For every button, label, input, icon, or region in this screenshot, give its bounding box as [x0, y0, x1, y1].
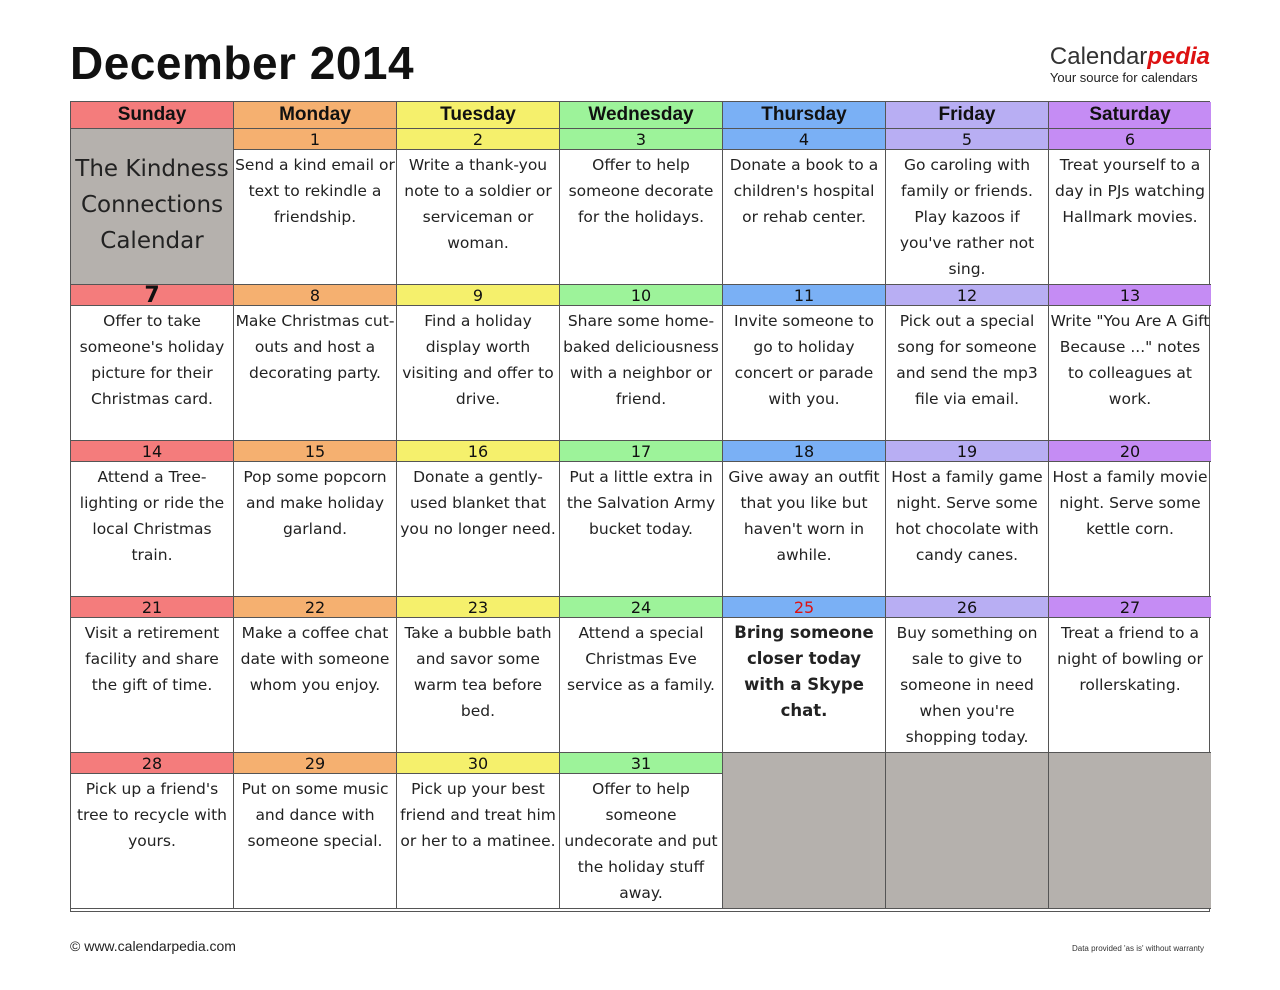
day-number: 21 — [71, 597, 233, 618]
day-cell-21[interactable] — [71, 597, 234, 753]
day-cell-17[interactable] — [560, 441, 723, 597]
day-cell-16[interactable] — [397, 441, 560, 597]
day-number: 19 — [886, 441, 1048, 462]
day-activity: Pop some popcorn and make holiday garland. — [243, 468, 387, 538]
day-number: 30 — [397, 753, 559, 774]
day-activity: Attend a Tree-lighting or ride the local Christmas train. — [79, 468, 225, 564]
day-cell-22[interactable] — [234, 597, 397, 753]
day-number: 1 — [234, 129, 396, 150]
day-cell-1[interactable] — [234, 129, 397, 285]
day-activity: Put a little extra in the Salvation Army bucket today. — [566, 468, 716, 538]
disclaimer-text: Data provided 'as is' without warranty — [1071, 944, 1204, 953]
day-activity: Give away an outfit that you like but haven't worn in awhile. — [728, 468, 880, 564]
brand-tagline: Your source for calendars — [1049, 70, 1198, 85]
kindness-calendar-label — [71, 129, 234, 285]
day-activity: Pick up your best friend and treat him or her to a matinee. — [400, 780, 556, 850]
day-activity: Go caroling with family or friends. Play kazoos if you've rather not sing. — [899, 156, 1035, 278]
day-activity: Share some home-baked deliciousness with a neighbor or friend. — [563, 312, 719, 408]
brand-logo[interactable] — [1050, 44, 1210, 85]
day-activity: Host a family movie night. Serve some kettle corn. — [1052, 468, 1208, 538]
brand-name — [1050, 44, 1210, 70]
day-cell-8[interactable] — [234, 285, 397, 441]
day-cell-31[interactable] — [560, 753, 723, 909]
day-number: 6 — [1049, 129, 1211, 150]
day-activity: Make Christmas cut-outs and host a decorating party. — [235, 312, 395, 382]
day-number: 26 — [886, 597, 1048, 618]
day-number: 29 — [234, 753, 396, 774]
weekday-header-sunday: Sunday — [71, 102, 234, 129]
day-activity: Treat a friend to a night of bowling or rollerskating. — [1057, 624, 1203, 694]
day-cell-14[interactable] — [71, 441, 234, 597]
day-activity: Offer to help someone decorate for the holidays. — [568, 156, 714, 226]
brand-name-part-1: Calendar — [1049, 43, 1148, 70]
day-number: 2 — [397, 129, 559, 150]
day-cell-13[interactable] — [1049, 285, 1211, 441]
day-number: 20 — [1049, 441, 1211, 462]
day-activity: Bring someone closer today with a Skype chat. — [734, 623, 874, 720]
day-activity: Treat yourself to a day in PJs watching Hallmark movies. — [1055, 156, 1205, 226]
copyright-link[interactable]: © www.calendarpedia.com — [70, 938, 236, 954]
day-cell-9[interactable] — [397, 285, 560, 441]
weekday-header-wednesday: Wednesday — [560, 102, 723, 129]
calendar-grid — [70, 101, 1210, 912]
day-activity: Donate a gently-used blanket that you no longer need. — [400, 468, 556, 538]
day-number: 31 — [560, 753, 722, 774]
empty-cell — [723, 753, 886, 909]
day-cell-28[interactable] — [71, 753, 234, 909]
day-activity: Donate a book to a children's hospital or rehab center. — [729, 156, 879, 226]
day-number: 22 — [234, 597, 396, 618]
day-cell-30[interactable] — [397, 753, 560, 909]
day-activity: Put on some music and dance with someone special. — [241, 780, 389, 850]
day-cell-7[interactable] — [71, 285, 234, 441]
day-activity: Attend a special Christmas Eve service as a family. — [567, 624, 715, 694]
day-cell-3[interactable] — [560, 129, 723, 285]
day-cell-15[interactable] — [234, 441, 397, 597]
day-number: 3 — [560, 129, 722, 150]
day-cell-5[interactable] — [886, 129, 1049, 285]
weekday-header-monday: Monday — [234, 102, 397, 129]
day-cell-26[interactable] — [886, 597, 1049, 753]
day-number: 16 — [397, 441, 559, 462]
day-activity: Take a bubble bath and savor some warm tea before bed. — [404, 624, 552, 720]
day-number: 18 — [723, 441, 885, 462]
day-cell-20[interactable] — [1049, 441, 1211, 597]
day-number-holiday: 25 — [723, 597, 885, 618]
weekday-header-tuesday: Tuesday — [397, 102, 560, 129]
day-number: 24 — [560, 597, 722, 618]
brand-name-part-2: pedia — [1147, 43, 1210, 70]
day-cell-19[interactable] — [886, 441, 1049, 597]
day-cell-18[interactable] — [723, 441, 886, 597]
day-activity: Invite someone to go to holiday concert or parade with you. — [734, 312, 874, 408]
day-number: 8 — [234, 285, 396, 306]
day-cell-27[interactable] — [1049, 597, 1211, 753]
day-number: 12 — [886, 285, 1048, 306]
day-number: 10 — [560, 285, 722, 306]
day-activity: Write "You Are A Gift Because ..." notes to colleagues at work. — [1050, 312, 1210, 408]
day-number: 11 — [723, 285, 885, 306]
day-activity: Buy something on sale to give to someone in need when you're shopping today. — [896, 624, 1038, 746]
day-cell-2[interactable] — [397, 129, 560, 285]
day-number: 4 — [723, 129, 885, 150]
day-number: 23 — [397, 597, 559, 618]
day-activity: Pick up a friend's tree to recycle with yours. — [76, 780, 228, 850]
day-cell-12[interactable] — [886, 285, 1049, 441]
day-activity: Pick out a special song for someone and send the mp3 file via email. — [896, 312, 1038, 408]
day-number: 15 — [234, 441, 396, 462]
empty-cell — [886, 753, 1049, 909]
day-number: 28 — [71, 753, 233, 774]
day-cell-6[interactable] — [1049, 129, 1211, 285]
day-activity: Offer to take someone's holiday picture for their Christmas card. — [79, 312, 225, 408]
day-number: 9 — [397, 285, 559, 306]
weekday-header-saturday: Saturday — [1049, 102, 1211, 129]
day-activity: Visit a retirement facility and share the gift of time. — [84, 624, 220, 694]
day-number: 17 — [560, 441, 722, 462]
day-activity: Find a holiday display worth visiting and offer to drive. — [402, 312, 554, 408]
day-activity: Host a family game night. Serve some hot chocolate with candy canes. — [891, 468, 1043, 564]
day-number: 5 — [886, 129, 1048, 150]
day-activity: Offer to help someone undecorate and put the holiday stuff away. — [564, 780, 718, 902]
weekday-header-thursday: Thursday — [723, 102, 886, 129]
page-title: December 2014 — [70, 37, 415, 89]
day-cell-11[interactable] — [723, 285, 886, 441]
day-activity: Write a thank-you note to a soldier or serviceman or woman. — [404, 156, 552, 252]
day-number: 13 — [1049, 285, 1211, 306]
empty-cell — [1049, 753, 1211, 909]
weekday-header-friday: Friday — [886, 102, 1049, 129]
day-cell-24[interactable] — [560, 597, 723, 753]
day-cell-29[interactable] — [234, 753, 397, 909]
day-number: 27 — [1049, 597, 1211, 618]
kindness-calendar-title: The Kindness Connections Calendar — [75, 156, 229, 254]
day-activity: Make a coffee chat date with someone whom you enjoy. — [240, 624, 390, 694]
day-activity: Send a kind email or text to rekindle a friendship. — [235, 156, 395, 226]
day-cell-23[interactable] — [397, 597, 560, 753]
day-number: 14 — [71, 441, 233, 462]
day-cell-4[interactable] — [723, 129, 886, 285]
day-cell-10[interactable] — [560, 285, 723, 441]
day-cell-25[interactable] — [723, 597, 886, 753]
day-number: 7 — [71, 285, 233, 306]
